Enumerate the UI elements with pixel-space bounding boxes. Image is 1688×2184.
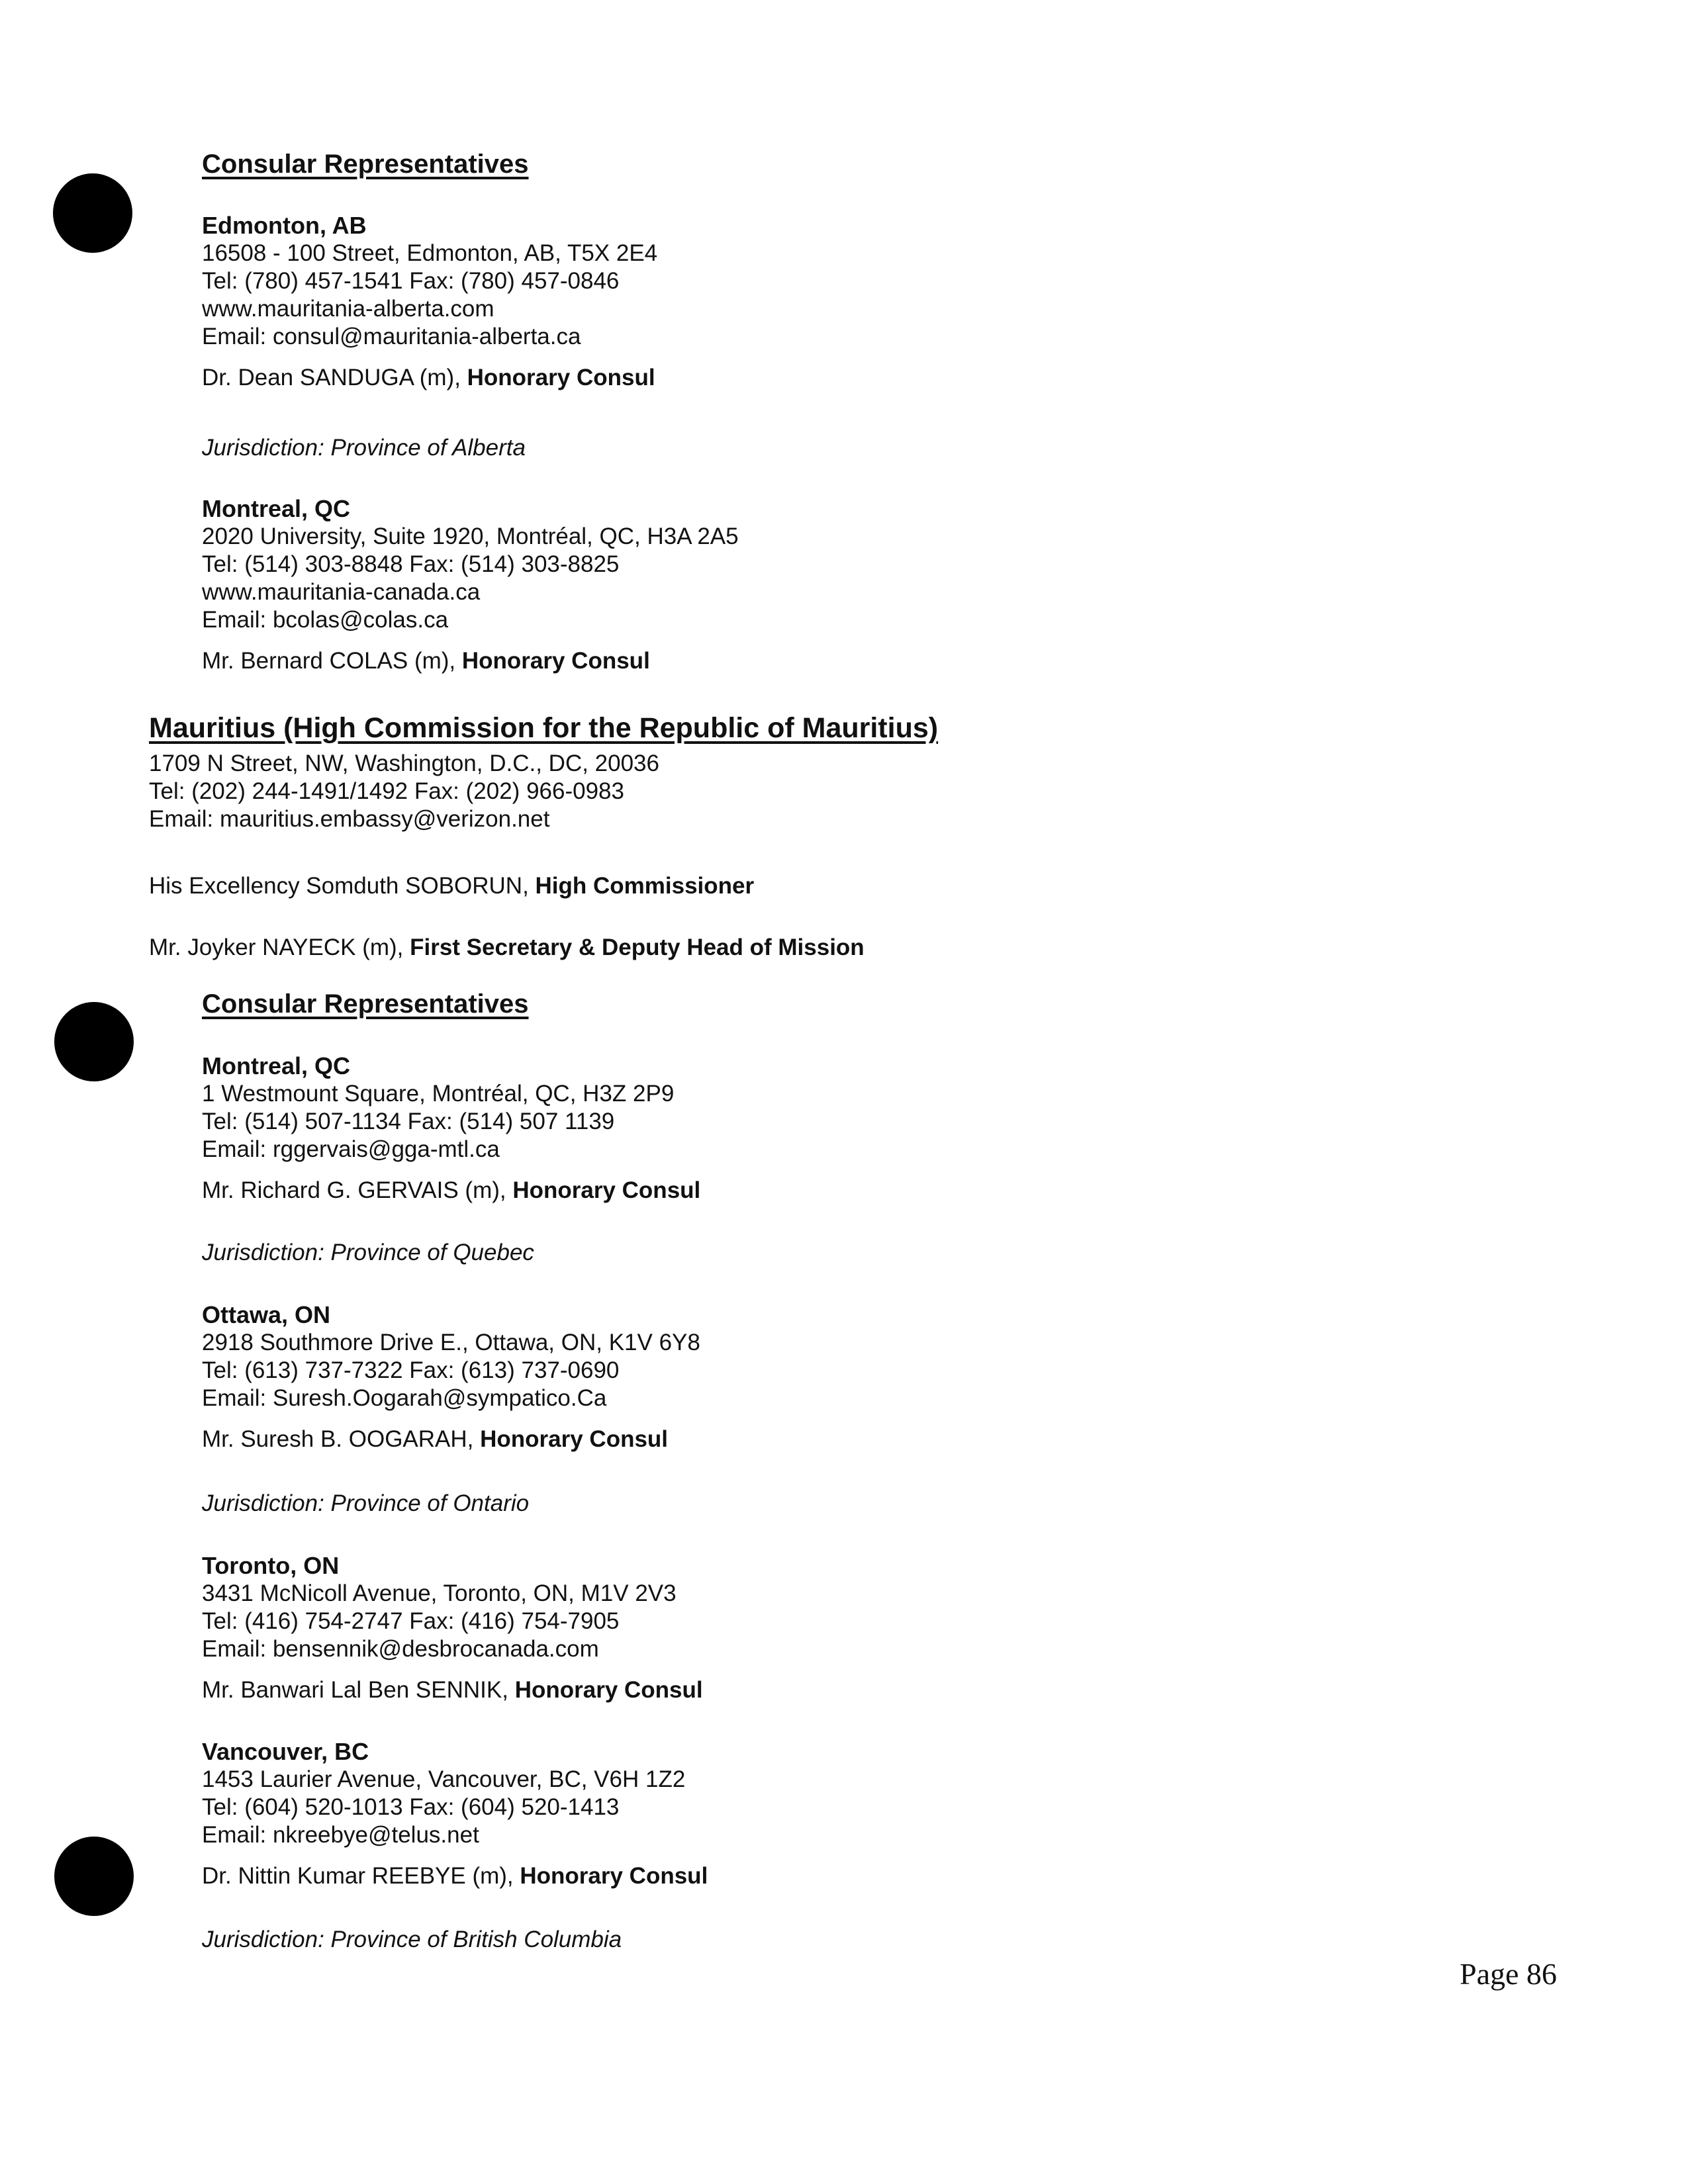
mission-address: 1709 N Street, NW, Washington, D.C., DC, 20036	[149, 751, 659, 776]
consul-city: Montreal, QC	[202, 495, 351, 522]
consul-phone: Tel: (613) 737-7322 Fax: (613) 737-0690	[202, 1357, 620, 1383]
consul-address: 1 Westmount Square, Montréal, QC, H3Z 2P9	[202, 1081, 675, 1107]
consul-phone: Tel: (416) 754-2747 Fax: (416) 754-7905	[202, 1608, 620, 1634]
consul-phone: Tel: (514) 303-8848 Fax: (514) 303-8825	[202, 551, 620, 577]
mission-email: Email: mauritius.embassy@verizon.net	[149, 806, 550, 832]
punch-hole	[53, 173, 132, 253]
staff-name: His Excellency Somduth SOBORUN,	[149, 873, 536, 899]
consul-entry-ottawa	[202, 1301, 1460, 1453]
staff-title: High Commissioner	[535, 873, 755, 899]
consul-email: Email: nkreebye@telus.net	[202, 1822, 479, 1848]
country-heading-mauritius: Mauritius (High Commission for the Republic of Mauritius)	[149, 712, 939, 744]
mission-phone: Tel: (202) 244-1491/1492 Fax: (202) 966-0983	[149, 778, 624, 804]
section-heading-consular-representatives: Consular Representatives	[202, 150, 529, 179]
consul-phone: Tel: (604) 520-1013 Fax: (604) 520-1413	[202, 1794, 620, 1820]
consul-person	[202, 647, 1460, 675]
page-number: Page 86	[1460, 1957, 1557, 1991]
staff-member	[149, 872, 754, 900]
staff-title: First Secretary & Deputy Head of Mission	[410, 934, 865, 960]
consul-name: Dr. Nittin Kumar REEBYE (m),	[202, 1863, 520, 1889]
consul-entry-vancouver	[202, 1738, 1460, 1890]
consul-email: Email: rggervais@gga-mtl.ca	[202, 1136, 500, 1162]
consul-email: Email: Suresh.Oogarah@sympatico.Ca	[202, 1385, 607, 1411]
consul-jurisdiction: Jurisdiction: Province of Alberta	[202, 435, 526, 461]
punch-hole	[54, 1837, 134, 1916]
consul-city: Edmonton, AB	[202, 212, 367, 239]
consul-name: Dr. Dean SANDUGA (m),	[202, 365, 467, 390]
consul-title: Honorary Consul	[461, 648, 650, 674]
consul-jurisdiction: Jurisdiction: Province of Ontario	[202, 1490, 530, 1516]
consul-city: Ottawa, ON	[202, 1301, 331, 1328]
consul-title: Honorary Consul	[512, 1177, 701, 1203]
consul-email: Email: consul@mauritania-alberta.ca	[202, 324, 581, 349]
consul-person	[202, 1676, 1460, 1704]
section-heading-consular-representatives: Consular Representatives	[202, 989, 529, 1019]
consul-jurisdiction: Jurisdiction: Province of Quebec	[202, 1240, 534, 1265]
consul-person	[202, 1426, 1460, 1453]
consul-phone: Tel: (514) 507-1134 Fax: (514) 507 1139	[202, 1109, 615, 1134]
consul-email: Email: bcolas@colas.ca	[202, 607, 449, 633]
consul-email: Email: bensennik@desbrocanada.com	[202, 1636, 599, 1662]
consul-entry-montreal	[202, 495, 1460, 675]
consul-city: Montreal, QC	[202, 1052, 351, 1079]
consul-name: Mr. Bernard COLAS (m),	[202, 648, 462, 674]
consul-jurisdiction: Jurisdiction: Province of British Columbia	[202, 1927, 622, 1952]
consul-person	[202, 1862, 1460, 1890]
consul-city: Vancouver, BC	[202, 1738, 369, 1765]
consul-website: www.mauritania-alberta.com	[202, 296, 494, 322]
consul-entry-edmonton	[202, 212, 1460, 392]
consul-title: Honorary Consul	[467, 365, 655, 390]
consul-website: www.mauritania-canada.ca	[202, 579, 481, 605]
consul-address: 2020 University, Suite 1920, Montréal, QC, H3A 2A5	[202, 523, 739, 549]
consul-address: 16508 - 100 Street, Edmonton, AB, T5X 2E4	[202, 240, 658, 266]
consul-entry-montreal	[202, 1052, 1460, 1205]
consul-title: Honorary Consul	[520, 1863, 708, 1889]
consul-city: Toronto, ON	[202, 1552, 340, 1579]
consul-person	[202, 364, 1460, 392]
consul-entry-toronto	[202, 1552, 1460, 1704]
consul-address: 1453 Laurier Avenue, Vancouver, BC, V6H 1Z2	[202, 1766, 686, 1792]
mission-contact	[149, 750, 1407, 833]
consul-name: Mr. Banwari Lal Ben SENNIK,	[202, 1677, 515, 1703]
consul-name: Mr. Suresh B. OOGARAH,	[202, 1426, 481, 1452]
consul-name: Mr. Richard G. GERVAIS (m),	[202, 1177, 513, 1203]
staff-name: Mr. Joyker NAYECK (m),	[149, 934, 410, 960]
consul-phone: Tel: (780) 457-1541 Fax: (780) 457-0846	[202, 268, 620, 294]
consul-address: 2918 Southmore Drive E., Ottawa, ON, K1V 6Y8	[202, 1330, 700, 1355]
staff-member	[149, 934, 865, 962]
consul-title: Honorary Consul	[514, 1677, 703, 1703]
consul-title: Honorary Consul	[480, 1426, 669, 1452]
punch-hole	[54, 1002, 134, 1081]
consul-address: 3431 McNicoll Avenue, Toronto, ON, M1V 2V3	[202, 1580, 677, 1606]
consul-person	[202, 1177, 1460, 1205]
